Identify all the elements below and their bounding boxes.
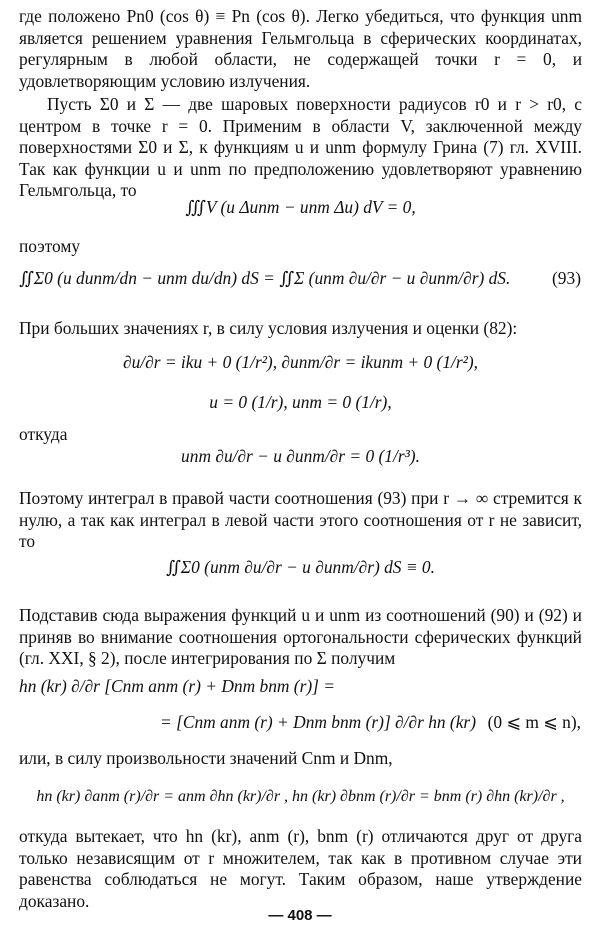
equation-7: hn (kr) ∂anm (r)/∂r = anm ∂hn (kr)/∂r , hn (kr) ∂bnm (r)/∂r = bnm (r) ∂hn (kr)/∂r , [36, 788, 565, 805]
equation-4: unm ∂u/∂r − u ∂unm/∂r = 0 (1/r³). [181, 446, 420, 466]
equation-5: ∬Σ0 (unm ∂u/∂r − u ∂unm/∂r) dS ≡ 0. [166, 557, 435, 577]
equation-2: ∬Σ0 (u dunm/dn − unm du/dn) dS = ∬Σ (unm ∂u/∂r − u ∂unm/∂r) dS. [19, 268, 511, 288]
equation-number-93: (93) [552, 268, 581, 288]
page-number: — 408 — [268, 907, 332, 924]
equation-1: ∭V (u Δunm − unm Δu) dV = 0, [185, 197, 416, 217]
paragraph-2: Пусть Σ0 и Σ — две шаровых поверхности радиусов r0 и r > r0, с центром в точке r = 0. Применим в области V, заключенной между поверхностями Σ0 и Σ, к функциям u и unm формулу Грина (7) гл. XVIII. Так как функции u и unm по предположению удовлетворяют уравнению Гельмгольца, то [19, 94, 582, 200]
equation-3b: u = 0 (1/r), unm = 0 (1/r), [209, 392, 392, 412]
paragraph-6: Поэтому интеграл в правой части соотношения (93) при r → ∞ стремится к нулю, а так как интеграл в левой части этого соотношения от r не зависит, то [19, 488, 582, 551]
paragraph-9: откуда вытекает, что hn (kr), anm (r), bnm (r) отличаются друг от друга только независящим от r множителем, так как в противном случае эти равенства соблюдаться не могут. Таким образом, наше утверждение доказано. [19, 826, 582, 911]
paragraph-1: где положено Pn0 (cos θ) ≡ Pn (cos θ). Легко убедиться, что функция unm является решением уравнения Гельмгольца в сферических координатах, регулярным в любой области, не содержащей точки r = 0, и удовлетворяющим условию излучения. [19, 6, 582, 91]
equation-6a: hn (kr) ∂/∂r [Cnm anm (r) + Dnm bnm (r)] = [19, 676, 335, 696]
equation-3a: ∂u/∂r = iku + 0 (1/r²), ∂unm/∂r = ikunm + 0 (1/r²), [123, 352, 478, 372]
paragraph-3: поэтому [19, 236, 81, 256]
paragraph-4: При больших значениях r, в силу условия излучения и оценки (82): [19, 318, 518, 338]
paragraph-8: или, в силу произвольности значений Cnm и Dnm, [19, 748, 393, 768]
equation-6b: = [Cnm anm (r) + Dnm bnm (r)] ∂/∂r hn (kr) [160, 712, 476, 732]
equation-condition: (0 ⩽ m ⩽ n), [487, 712, 581, 732]
paragraph-5: откуда [19, 424, 68, 444]
paragraph-7: Подставив сюда выражения функций u и unm из соотношений (90) и (92) и приняв во внимание соотношения ортогональности сферических функций (гл. XXI, § 2), после интегрирования по Σ получим [19, 605, 582, 668]
